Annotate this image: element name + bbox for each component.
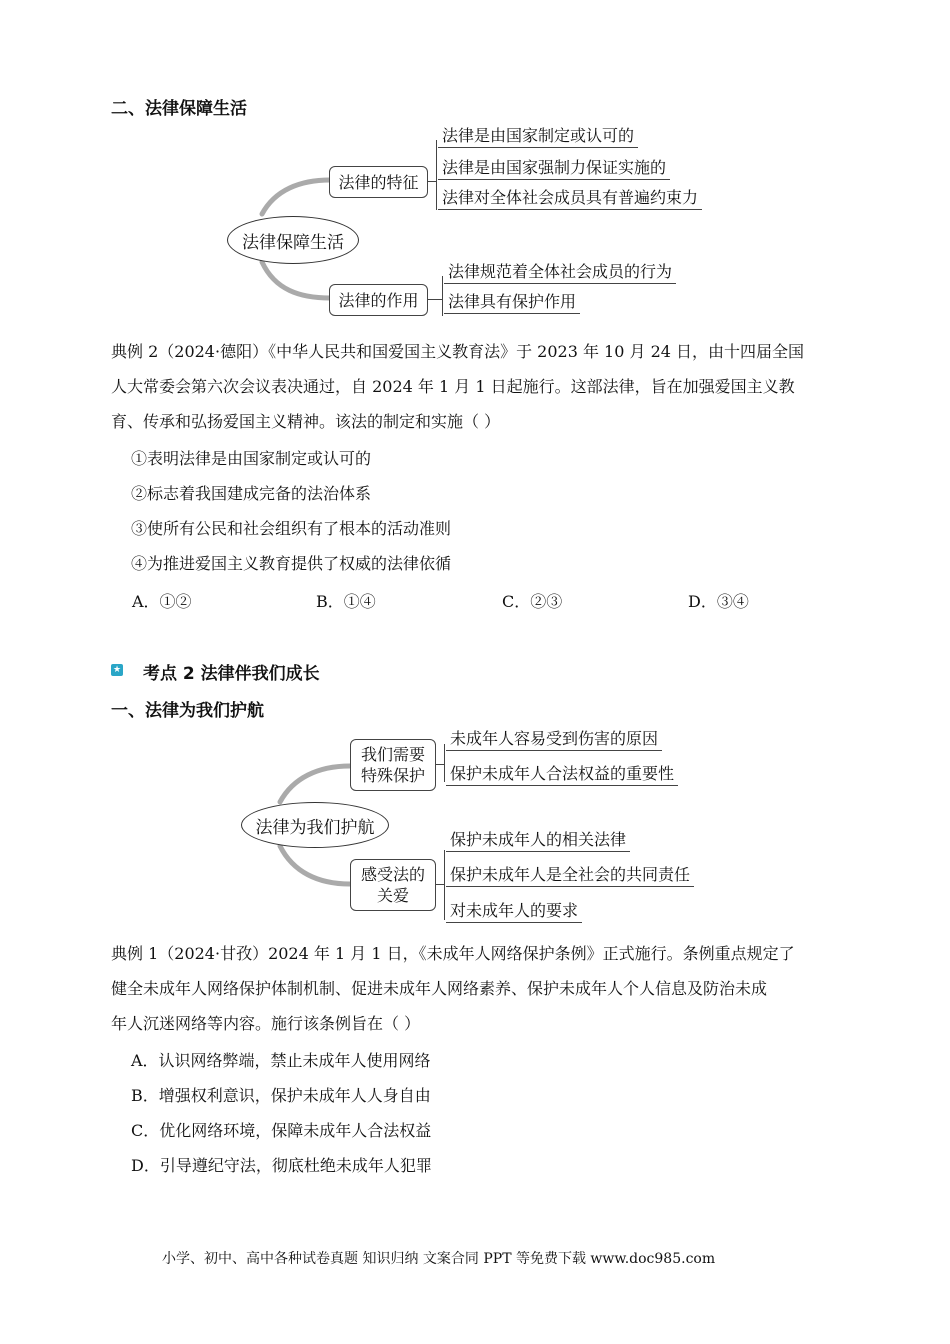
example-line: 人大常委会第六次会议表决通过，自 2024 年 1 月 1 日起施行。这部法律，旨在加强爱国主义教	[111, 377, 795, 396]
mindmap-1-leaf: 法律具有保护作用	[444, 289, 580, 314]
statement: ③使所有公民和社会组织有了根本的活动准则	[131, 519, 452, 538]
mindmap-2-leaf: 对未成年人的要求	[446, 898, 582, 923]
statement: ②标志着我国建成完备的法治体系	[131, 484, 372, 503]
option-c[interactable]: C．优化网络环境，保障未成年人合法权益	[131, 1121, 432, 1140]
mindmap-2-leaf: 保护未成年人的相关法律	[446, 827, 630, 852]
example-line: 育、传承和弘扬爱国主义精神。该法的制定和实施（ ）	[111, 412, 501, 431]
mindmap-2-branch-protection: 我们需要 特殊保护	[350, 739, 436, 791]
mindmap-1-branch-features: 法律的特征	[329, 166, 428, 198]
mindmap-1-leaf: 法律规范着全体社会成员的行为	[444, 259, 676, 284]
topic-title: 考点 2 法律伴我们成长	[143, 664, 320, 684]
page-footer: 小学、初中、高中各种试卷真题 知识归纳 文案合同 PPT 等免费下载 www.doc985.com	[162, 1251, 716, 1267]
statement: ④为推进爱国主义教育提供了权威的法律依循	[131, 554, 452, 573]
mindmap-1-leaf: 法律是由国家制定或认可的	[438, 123, 638, 148]
section-heading: 一、法律为我们护航	[111, 701, 264, 721]
star-box-icon: ★	[112, 665, 122, 675]
example-line: 年人沉迷网络等内容。施行该条例旨在（ ）	[111, 1014, 421, 1033]
example-paragraph	[111, 936, 795, 1041]
option-b[interactable]: B．①④	[316, 592, 376, 611]
example-line: 典例 2（2024·德阳）《中华人民共和国爱国主义教育法》于 2023 年 10 月 24 日，由十四届全国	[111, 342, 805, 361]
statement: ①表明法律是由国家制定或认可的	[131, 449, 372, 468]
mindmap-1-branch-effects: 法律的作用	[329, 284, 428, 316]
mindmap-2-branch-care: 感受法的 关爱	[350, 859, 436, 911]
mindmap-2-center: 法律为我们护航	[241, 802, 389, 848]
option-d[interactable]: D．③④	[688, 592, 749, 611]
option-a[interactable]: A．①②	[132, 592, 192, 611]
mindmap-1-leaf: 法律对全体社会成员具有普遍约束力	[438, 185, 702, 210]
section-heading: 二、法律保障生活	[111, 99, 247, 119]
example-line: 典例 1（2024·甘孜）2024 年 1 月 1 日，《未成年人网络保护条例》正式施行。条例重点规定了	[111, 944, 795, 963]
mindmap-1-center: 法律保障生活	[227, 216, 359, 264]
example-line: 健全未成年人网络保护体制机制、促进未成年人网络素养、保护未成年人个人信息及防治未成	[111, 979, 768, 998]
option-b[interactable]: B．增强权利意识，保护未成年人人身自由	[131, 1086, 431, 1105]
mindmap-2-leaf: 未成年人容易受到伤害的原因	[446, 726, 662, 751]
mindmap-2-leaf: 保护未成年人是全社会的共同责任	[446, 862, 694, 887]
option-c[interactable]: C．②③	[502, 592, 563, 611]
option-d[interactable]: D．引导遵纪守法，彻底杜绝未成年人犯罪	[131, 1156, 432, 1175]
option-a[interactable]: A．认识网络弊端，禁止未成年人使用网络	[131, 1051, 431, 1070]
mindmap-2-leaf: 保护未成年人合法权益的重要性	[446, 761, 678, 786]
option-list	[131, 1043, 432, 1183]
mindmap-1-leaf: 法律是由国家强制力保证实施的	[438, 155, 670, 180]
